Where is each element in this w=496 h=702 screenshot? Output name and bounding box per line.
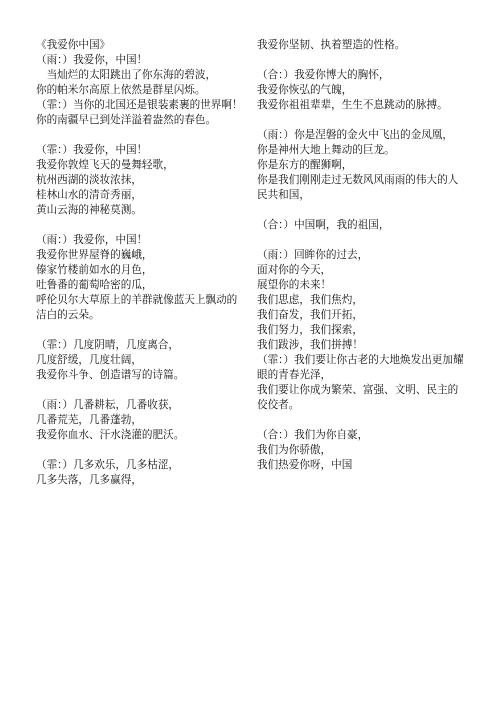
poem-line: 你是东方的醒狮啊， [257,159,353,171]
poem-line: （雨：）你是涅磐的金火中飞出的金凤凰， [257,129,453,141]
stanza-gap [257,113,466,128]
poem-line: 桂林山水的清奇秀丽， [36,189,142,201]
poem-line: 我爱你坚韧、执着塑造的性格。 [257,39,406,51]
poem-line: 黄山云海的神秘莫测。 [36,204,142,216]
poem-line: 我们奋发，我们开拓， [257,309,363,321]
poem-line: （雨：）回眸你的过去， [257,249,369,261]
poem-line: （霏：）几多欢乐，几多枯涩， [36,459,180,471]
left-column [36,38,242,488]
poem-line: 我爱你斗争、创造谱写的诗篇。 [36,369,185,381]
poem-line: 杭州西湖的淡妆浓抹， [36,174,142,186]
right-column [257,38,466,473]
stanza-gap [257,413,466,428]
poem-line: 你是我们刚刚走过无数风风雨雨的伟大的人民共和国， [257,174,459,201]
poem-line: 我们跋涉，我们拼搏！ [257,339,363,351]
poem-line: 几番荒芜，几番蓬勃， [36,414,142,426]
stanza-gap [257,53,466,68]
poem-line: （霏：）几度阴晴，几度离合， [36,339,180,351]
poem-line: 我爱你祖祖辈辈，生生不息跳动的脉搏。 [257,99,448,111]
stanza-gap [36,323,242,338]
stanza-gap [36,443,242,458]
poem-line: 你是神州大地上舞动的巨龙。 [257,144,395,156]
poem-line: （霏：）当你的北国还是银装素裹的世界啊！ [36,99,243,111]
poem-line: 展望你的未来！ [257,279,332,291]
poem-line: 吐鲁番的葡萄哈密的瓜， [36,279,153,291]
poem-title: 《我爱你中国》 [36,39,111,51]
poem-line: 几度舒缓，几度壮阔， [36,354,142,366]
stanza-gap [36,128,242,143]
poem-line: （雨：）几番耕耘，几番收获， [36,399,180,411]
poem-line: （霏：）我们要让你古老的大地焕发出更加耀眼的青春光泽， [257,354,464,381]
poem-line: 我爱你世界屋脊的巍峨， [36,249,153,261]
stanza-gap [257,203,466,218]
poem-line: 我爱你恢弘的气魄， [257,84,353,96]
poem-line: 我们为你骄傲， [257,444,332,456]
poem-line: （合：）我爱你博大的胸怀， [257,69,390,81]
poem-line: 我爱你血水、汗水浇灌的肥沃。 [36,429,185,441]
poem-line: 我们努力，我们探索， [257,324,363,336]
poem-line: （合：）我们为你自豪， [257,429,369,441]
poem-line: 几多失落，几多赢得， [36,474,142,486]
stanza-gap [257,233,466,248]
stanza-gap [36,383,242,398]
stanza-gap [36,218,242,233]
poem-line: 我们思虑，我们焦灼， [257,294,363,306]
poem-line: 我们要让你成为繁荣、富强、文明、民主的佼佼者。 [257,384,459,411]
poem-line: （霏：）我爱你，中国！ [36,144,148,156]
poem-line: 面对你的今天， [257,264,332,276]
poem-line: （雨：）我爱你，中国！ [36,234,148,246]
poem-line: 我们热爱你呀，中国 [257,459,353,471]
poem-line: 当灿烂的太阳跳出了你东海的碧波， [36,69,217,81]
poem-line: 呼伦贝尔大草原上的羊群就像蓝天上飘动的洁白的云朵。 [36,294,238,321]
poem-line: （雨：）我爱你，中国！ [36,54,148,66]
poem-line: （合：）中国啊，我的祖国， [257,219,390,231]
poem-line: 你的帕米尔高原上依然是群星闪烁。 [36,84,206,96]
poem-line: 傣家竹楼前如水的月色， [36,264,153,276]
poem-line: 我爱你敦煌飞天的曼舞轻歌， [36,159,174,171]
poem-line: 你的南疆早已到处洋溢着盎然的春色。 [36,114,217,126]
